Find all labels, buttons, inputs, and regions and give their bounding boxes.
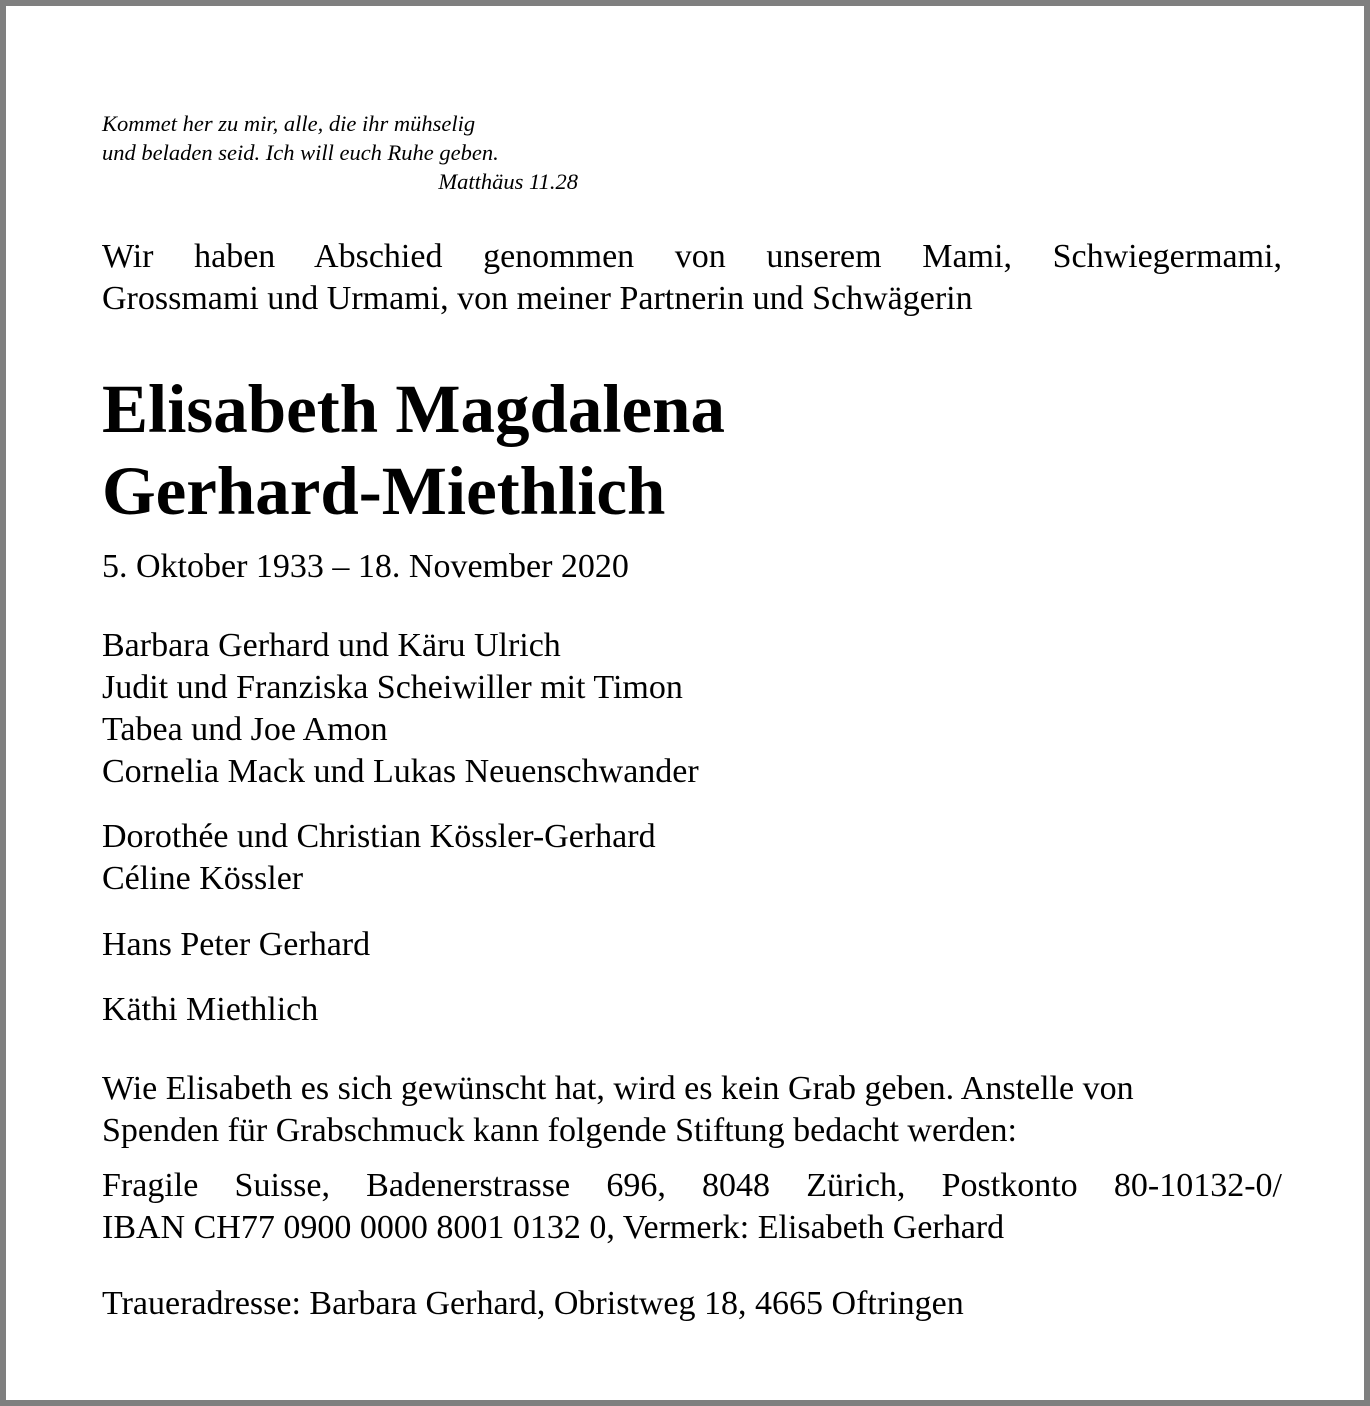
mourners-group-2 [102, 816, 656, 900]
verse-reference: Matthäus 11.28 [438, 169, 578, 194]
mourner-line: Hans Peter Gerhard [102, 926, 371, 963]
bank-details [102, 1165, 1282, 1249]
name-line-1: Elisabeth Magdalena [102, 371, 725, 447]
trauer-address: Traueradresse: Barbara Gerhard, Obristweg 18, 4665 Oftringen [102, 1285, 964, 1322]
bible-verse [102, 109, 582, 196]
mourner-line: Barbara Gerhard und Käru Ulrich [102, 627, 561, 664]
name-line-2: Gerhard-Miethlich [102, 453, 666, 529]
life-dates: 5. Oktober 1933 – 18. November 2020 [102, 548, 629, 585]
mourners-group-1 [102, 625, 699, 793]
mourner-line: Tabea und Joe Amon [102, 711, 388, 748]
bank-line-2: IBAN CH77 0900 0000 8001 0132 0, Vermerk: Elisabeth Gerhard [102, 1209, 1005, 1246]
mourner-line: Dorothée und Christian Kössler-Gerhard [102, 818, 656, 855]
mourner-line: Judit und Franziska Scheiwiller mit Timon [102, 669, 683, 706]
bank-line-1: Fragile Suisse, Badenerstrasse 696, 8048 Zürich, Postkonto 80-10132-0/ [102, 1167, 1282, 1204]
intro-text [102, 236, 1282, 320]
verse-line-2: und beladen seid. Ich will euch Ruhe geben. [102, 140, 499, 165]
mourner-line: Käthi Miethlich [102, 991, 319, 1028]
mourner-line: Cornelia Mack und Lukas Neuenschwander [102, 753, 699, 790]
mourners-group-4 [102, 989, 318, 1031]
intro-line-1: Wir haben Abschied genommen von unserem Mami, Schwiegermami, [102, 238, 1282, 275]
mourner-line: Céline Kössler [102, 860, 304, 897]
deceased-name [102, 368, 725, 532]
mourners-group-3 [102, 924, 370, 966]
verse-line-1: Kommet her zu mir, alle, die ihr mühselig [102, 111, 476, 136]
intro-line-2: Grossmami und Urmami, von meiner Partnerin und Schwägerin [102, 280, 973, 317]
donation-line-2: Spenden für Grabschmuck kann folgende Stiftung bedacht werden: [102, 1112, 1017, 1149]
donation-line-1: Wie Elisabeth es sich gewünscht hat, wird es kein Grab geben. Anstelle von [102, 1070, 1134, 1107]
donation-note [102, 1068, 1134, 1152]
